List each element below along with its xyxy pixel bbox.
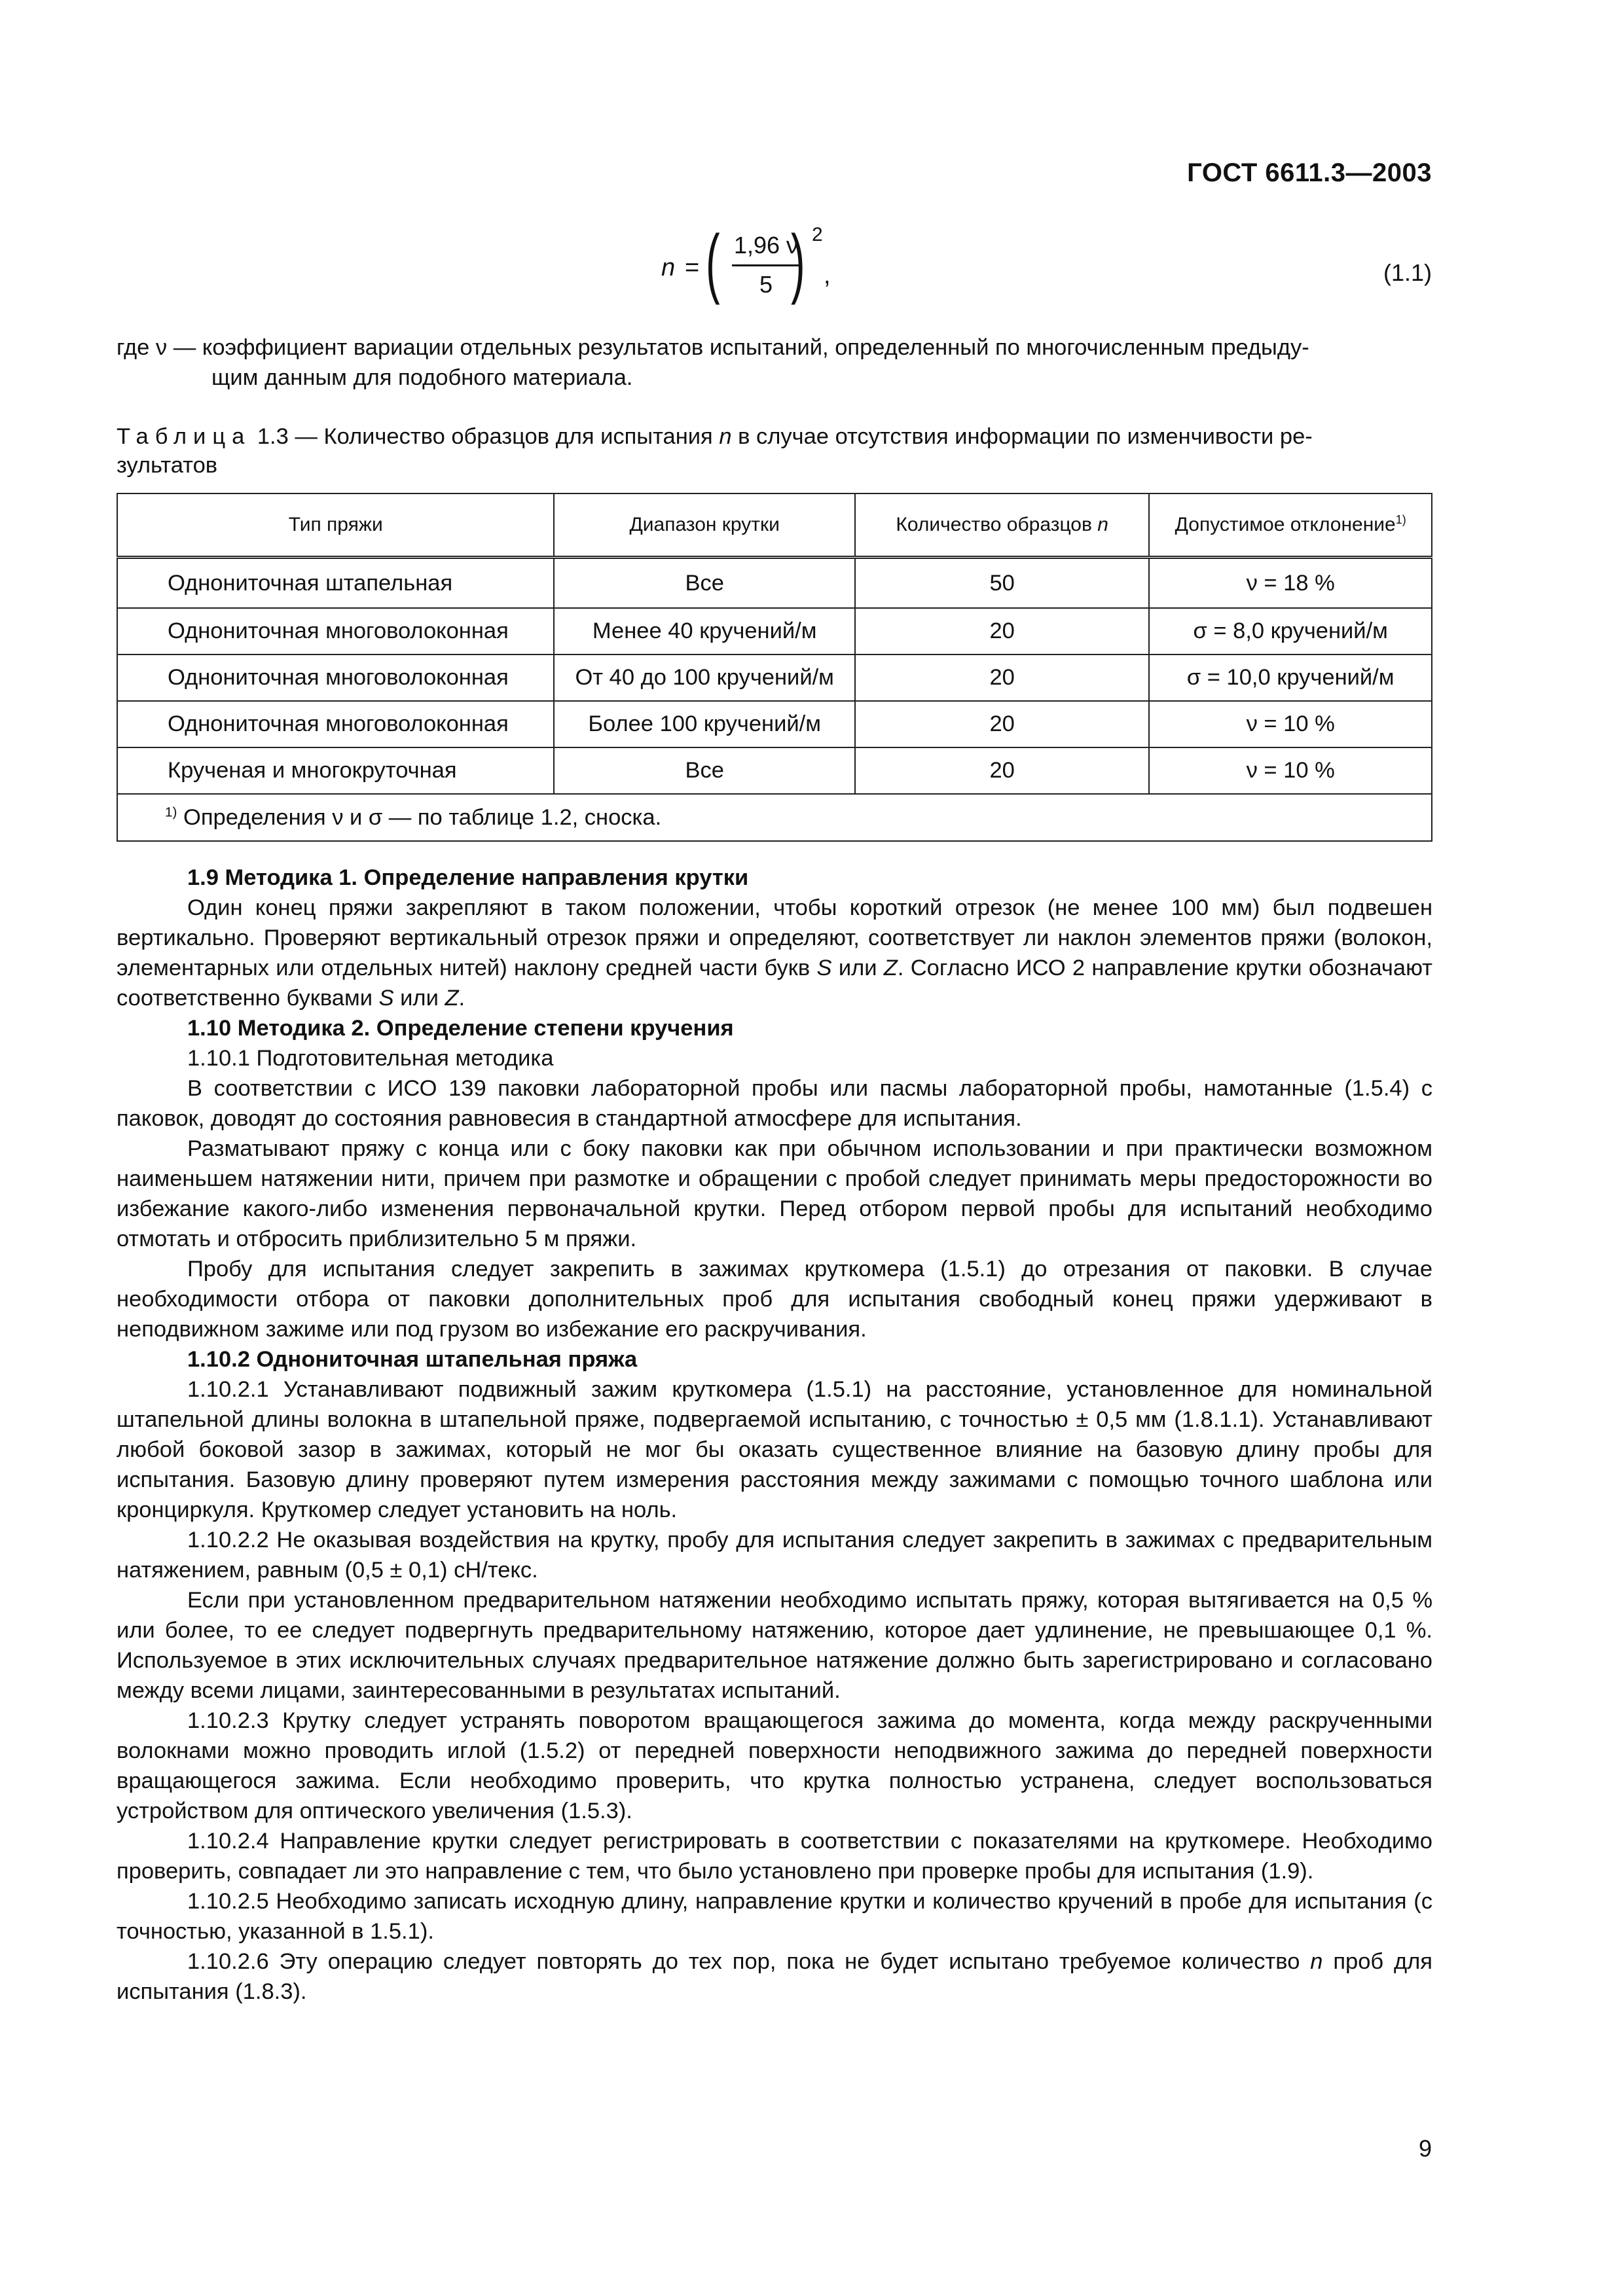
formula-equals: = xyxy=(685,254,700,281)
formula-numerator: 1,96 ν xyxy=(733,232,799,259)
paragraph: 1.10.2.6 Эту операцию следует повторять до тех пор, пока не будет испытано требуемое количество n проб для испытания (1.8.3). xyxy=(117,1949,1432,2004)
paragraph: 1.10.2.4 Направление крутки следует регистрировать в соответствии с показателями на круткомере. Необходимо проверить, совпадает ли это направление с тем, что было установлено при проверке пробы для испытания (1.9). xyxy=(117,1829,1432,1884)
cell-yarn-type: Однониточная многоволоконная xyxy=(117,701,554,747)
cell-yarn-type: Однониточная штапельная xyxy=(117,558,554,609)
paragraph: Если при установленном предварительном натяжении необходимо испытать пряжу, которая вытягивается на 0,5 % или более, то ее следует подвергнуть предварительному натяжению, которое дает удлинение, не превышающее 0,1 %. Используемое в этих исключительных случаях предварительное натяжение должно быть зарегистрировано и согласовано между всеми лицами, заинтересованными в результатах испытаний. xyxy=(117,1588,1432,1703)
paragraph: 1.10.2.3 Крутку следует устранять поворотом вращающегося зажима до момента, когда между раскрученными волокнами можно проводить иглой (1.5.2) от передней поверхности неподвижного зажима до передней поверхности вращающегося зажима. Если необходимо проверить, что крутка полностью устранена, следует воспользоваться устройством для оптического увеличения (1.5.3). xyxy=(117,1708,1432,1823)
paragraph: Пробу для испытания следует закрепить в зажимах круткомера (1.5.1) до отрезания от паковки. В случае необходимости отбора от паковки дополнительных проб для испытания свободный конец пряжи удерживают в неподвижном зажиме или под грузом во избежание его раскручивания. xyxy=(117,1257,1432,1342)
paragraph: 1.10.2.2 Не оказывая воздействия на крутку, пробу для испытания следует закрепить в зажимах с предварительным натяжением, равным (0,5 ± 0,1) сН/текс. xyxy=(117,1528,1432,1583)
table-footnote xyxy=(117,794,1432,841)
table-footnote-row xyxy=(117,794,1432,841)
cell-twist-range: От 40 до 100 кручений/м xyxy=(554,655,854,701)
paragraph: В соответствии с ИСО 139 паковки лабораторной пробы или пасмы лабораторной пробы, намотанные (1.5.4) с паковок, доводят до состояния равновесия в стандартной атмосфере для испытания. xyxy=(117,1076,1432,1131)
paragraph: 1.10.2.1 Устанавливают подвижный зажим круткомера (1.5.1) на расстояние, установленное для номинальной штапельной длины волокна в штапельной пряже, подвергаемой испытанию, с точностью ± 0,5 мм (1.8.1.1). Устанавливают любой боковой зазор в зажимах, который не мог бы оказать существенное влияние на базовую длину пробы для испытания. Базовую длину проверяют путем измерения расстояния между зажимами с помощью точного шаблона или кронциркуля. Круткомер следует установить на ноль. xyxy=(117,1377,1432,1522)
paragraph: Один конец пряжи закрепляют в таком положении, чтобы короткий отрезок (не менее 100 мм) был подвешен вертикально. Проверяют вертикальный отрезок пряжи и определяют, соответствует ли наклон элементов пряжи (волокон, элементарных или отдельных нитей) наклону средней части букв S или Z. Согласно ИСО 2 направление крутки обозначают соответственно буквами S или Z. xyxy=(117,895,1432,1011)
table-caption xyxy=(117,422,1432,480)
cell-yarn-type: Однониточная многоволоконная xyxy=(117,655,554,701)
samples-table xyxy=(117,493,1432,842)
formula-lhs: n xyxy=(661,254,676,281)
paragraph: 1.10.2.5 Необходимо записать исходную длину, направление крутки и количество кручений в пробе для испытания (с точностью, указанной в 1.5.1). xyxy=(117,1889,1432,1944)
formula-1-1 xyxy=(661,216,858,334)
cell-tolerance: σ = 10,0 кручений/м xyxy=(1149,655,1432,701)
header-twist-range: Диапазон крутки xyxy=(554,493,854,558)
table-row xyxy=(117,655,1432,701)
cell-twist-range: Более 100 кручений/м xyxy=(554,701,854,747)
cell-twist-range: Все xyxy=(554,747,854,794)
footnote-text: Определения ν и σ — по таблице 1.2, сноска. xyxy=(177,804,662,830)
table-caption-line-2: зультатов xyxy=(117,453,218,478)
table-row xyxy=(117,558,1432,609)
cell-twist-range: Все xyxy=(554,558,854,609)
table-caption-word: Таблица xyxy=(117,424,251,449)
table-header-row xyxy=(117,493,1432,558)
table-row xyxy=(117,701,1432,747)
cell-twist-range: Менее 40 кручений/м xyxy=(554,608,854,655)
header-yarn-type: Тип пряжи xyxy=(117,493,554,558)
cell-sample-count: 20 xyxy=(855,608,1150,655)
section-heading: 1.9 Методика 1. Определение направления крутки xyxy=(187,865,749,890)
table-caption-text: 1.3 — Количество образцов для испытания n в случае отсутствия информации по изменчивости ре- xyxy=(251,424,1313,449)
cell-yarn-type: Крученая и многокруточная xyxy=(117,747,554,794)
cell-yarn-type: Однониточная многоволоконная xyxy=(117,608,554,655)
cell-tolerance: ν = 10 % xyxy=(1149,747,1432,794)
cell-tolerance: ν = 18 % xyxy=(1149,558,1432,609)
formula-exponent: 2 xyxy=(812,224,823,245)
cell-sample-count: 20 xyxy=(855,655,1150,701)
footnote-mark: 1) xyxy=(165,804,177,819)
formula-explanation xyxy=(117,332,1432,393)
cell-tolerance: ν = 10 % xyxy=(1149,701,1432,747)
explanation-line-2: щим данным для подобного материала. xyxy=(211,365,633,390)
paragraph: 1.10.1 Подготовительная методика xyxy=(187,1046,554,1071)
section-heading: 1.10 Методика 2. Определение степени кручения xyxy=(187,1016,734,1041)
header-tolerance: Допустимое отклонение$^{1)}$ xyxy=(1149,493,1432,558)
header-sample-count: Количество образцов n xyxy=(855,493,1150,558)
cell-sample-count: 20 xyxy=(855,747,1150,794)
table-row xyxy=(117,747,1432,794)
formula-denominator: 5 xyxy=(759,271,773,298)
standard-header: ГОСТ 6611.3—2003 xyxy=(1187,158,1432,187)
body-text xyxy=(117,863,1432,2007)
page-number: 9 xyxy=(1418,2135,1432,2162)
explanation-line-1: где ν — коэффициент вариации отдельных результатов испытаний, определенный по многочисленным предыду- xyxy=(117,335,1309,360)
formula-left-paren: ( xyxy=(706,219,720,306)
cell-tolerance: σ = 8,0 кручений/м xyxy=(1149,608,1432,655)
equation-number: (1.1) xyxy=(1383,259,1432,286)
table-row xyxy=(117,608,1432,655)
paragraph: Разматывают пряжу с конца или с боку паковки как при обычном использовании и при практически возможном наименьшем натяжении нити, причем при размотке и обращении с пробой следует принимать меры предосторожности во избежание какого-либо изменения первоначальной крутки. Перед отбором первой пробы для испытаний необходимо отмотать и отбросить приблизительно 5 м пряжи. xyxy=(117,1136,1432,1251)
section-heading: 1.10.2 Однониточная штапельная пряжа xyxy=(187,1347,638,1372)
formula-comma: , xyxy=(824,262,831,289)
header-footnote-mark: 1) xyxy=(1395,513,1406,526)
cell-sample-count: 20 xyxy=(855,701,1150,747)
formula-right-paren: ) xyxy=(791,219,805,306)
cell-sample-count: 50 xyxy=(855,558,1150,609)
